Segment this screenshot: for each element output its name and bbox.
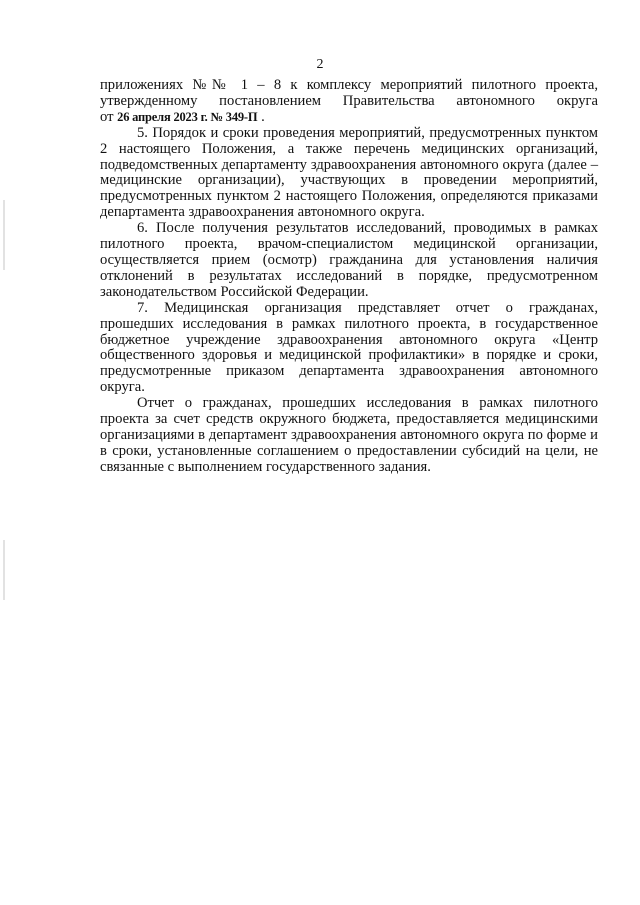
decree-prefix: от xyxy=(100,108,118,125)
intro-line-2: утвержденному постановлением Правительства автономного округа xyxy=(100,92,598,109)
page-number: 2 xyxy=(316,57,324,72)
paragraph-report: Отчет о гражданах, прошедших исследования в рамках пилотного проекта за счет средств окружного бюджета, предоставляется медицинскими организациями в департамент здравоохранения автономного округа по форме и в сроки, установленные соглашением о предоставлении субсидий на цели, не связанные с выполнением государственного задания. xyxy=(100,395,598,475)
left-edge-mark xyxy=(3,200,5,270)
decree-date-number: 26 апреля 2023 г. № 349-П xyxy=(117,109,258,124)
left-edge-mark xyxy=(3,540,5,600)
decree-reference xyxy=(100,110,598,126)
intro-paragraph xyxy=(100,78,598,126)
intro-line-1: приложениях №№ 1 – 8 к комплексу мероприятий пилотного проекта, xyxy=(100,77,598,93)
paragraph-5: 5. Порядок и сроки проведения мероприятий, предусмотренных пунктом 2 настоящего Положения, а также перечень медицинских организаций, подведомственных департаменту здравоохранения автономного округа (далее – медицинские организации), участвующих в проведении мероприятий, предусмотренных пунктом 2 настоящего Положения, определяются приказами департамента здравоохранения автономного округа. xyxy=(100,124,598,221)
decree-suffix: . xyxy=(257,108,265,125)
paragraph-6: 6. После получения результатов исследований, проводимых в рамках пилотного проекта, врачом-специалистом медицинской организации, осуществляется прием (осмотр) гражданина для установления наличия отклонений в результатах исследований в порядке, предусмотренном законодательством Российской Федерации. xyxy=(100,220,598,300)
document-body xyxy=(100,78,598,476)
paragraph-7: 7. Медицинская организация представляет отчет о гражданах, прошедших исследования в рамках пилотного проекта, в государственное бюджетное учреждение здравоохранения автономного округа «Центр общественного здоровья и медицинской профилактики» в порядке и сроки, предусмотренные приказом департамента здравоохранения автономного округа. xyxy=(100,299,598,396)
